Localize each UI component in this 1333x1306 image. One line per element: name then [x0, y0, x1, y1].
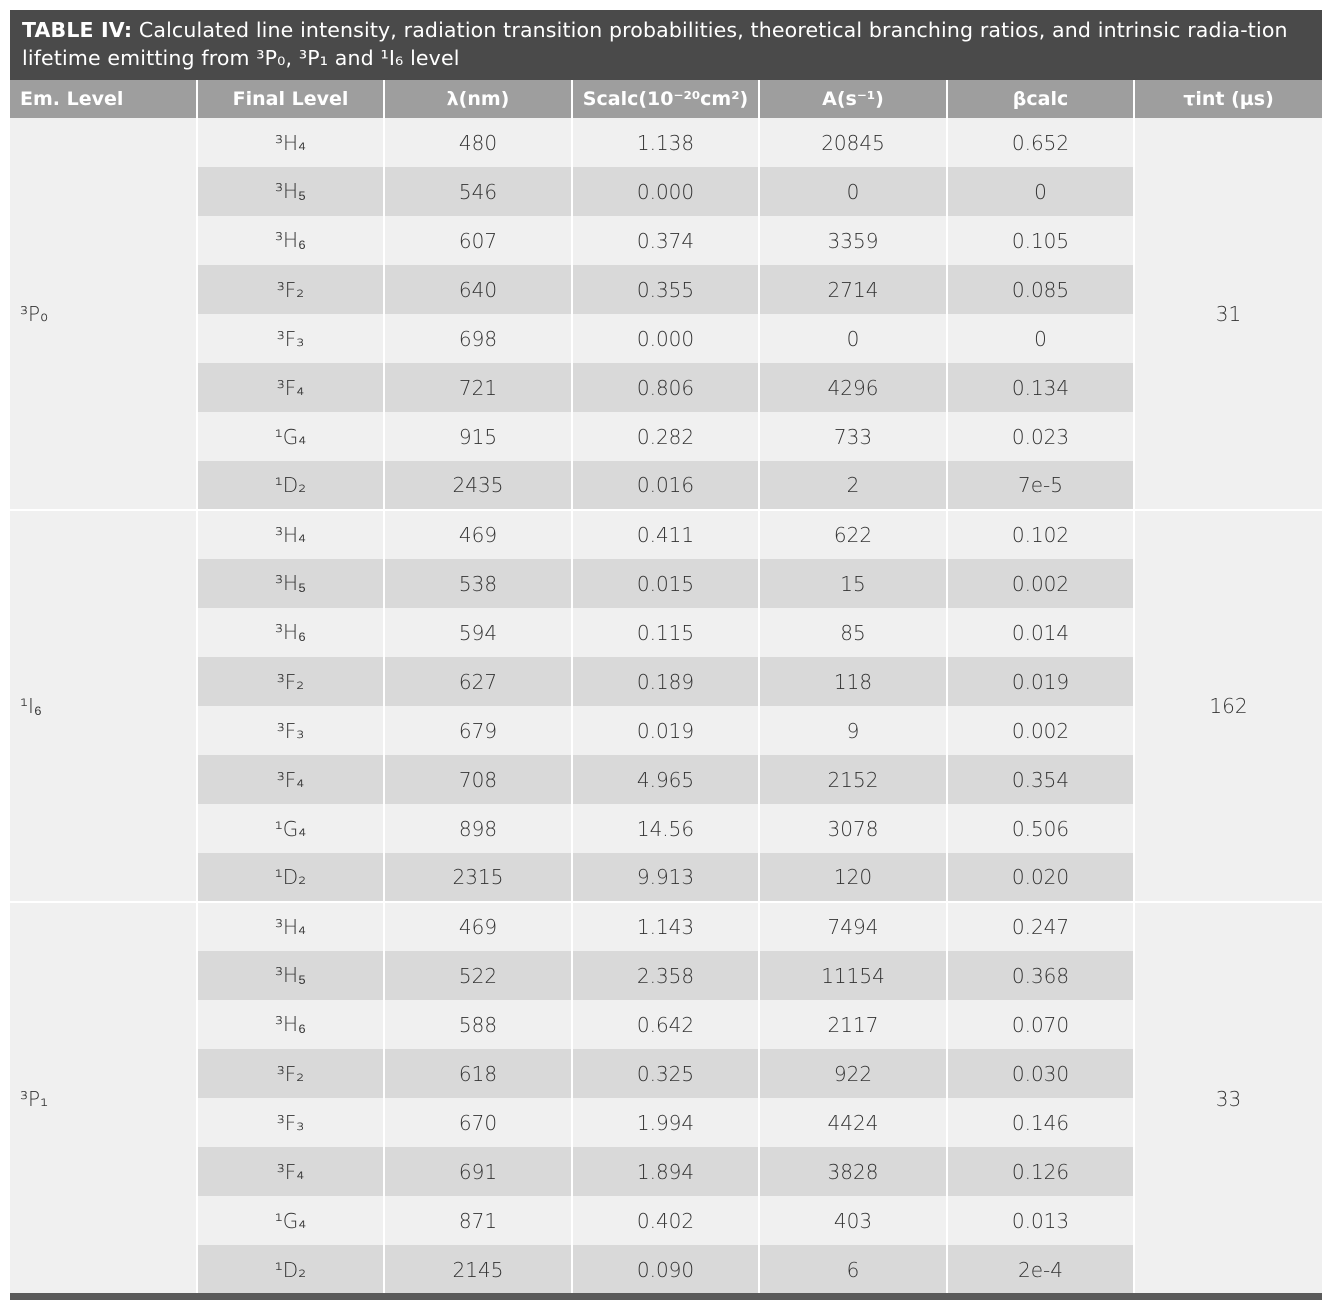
table-row — [10, 412, 1322, 461]
final-level-cell: ¹D₂ — [197, 461, 384, 510]
beta-calc-cell: 0 — [947, 167, 1134, 216]
lambda-cell: 480 — [384, 118, 572, 167]
final-level-cell: ¹D₂ — [197, 1245, 384, 1294]
table-row — [10, 265, 1322, 314]
lambda-cell: 522 — [384, 951, 572, 1000]
beta-calc-cell: 0.126 — [947, 1147, 1134, 1196]
a-cell: 20845 — [759, 118, 947, 167]
beta-calc-cell: 0.002 — [947, 706, 1134, 755]
s-calc-cell: 0.325 — [572, 1049, 759, 1098]
beta-calc-cell: 0.023 — [947, 412, 1134, 461]
a-cell: 11154 — [759, 951, 947, 1000]
lambda-cell: 469 — [384, 902, 572, 951]
lambda-cell: 2145 — [384, 1245, 572, 1294]
final-level-cell: ³F₃ — [197, 1098, 384, 1147]
s-calc-cell: 0.355 — [572, 265, 759, 314]
em-level-cell: ³P₁ — [10, 902, 197, 1294]
a-cell: 15 — [759, 559, 947, 608]
caption-text: Calculated line intensity, radiation transition probabilities, theoretical branching ratios, and intrinsic radia-tion lifetime emitting from ³P₀, ³P₁ and ¹I₆ level — [22, 18, 1288, 70]
beta-calc-cell: 0.134 — [947, 363, 1134, 412]
lambda-cell: 607 — [384, 216, 572, 265]
s-calc-cell: 0.000 — [572, 167, 759, 216]
s-calc-cell: 0.000 — [572, 314, 759, 363]
table-row — [10, 559, 1322, 608]
final-level-cell: ³F₄ — [197, 755, 384, 804]
table-row — [10, 167, 1322, 216]
s-calc-cell: 0.282 — [572, 412, 759, 461]
lambda-cell: 721 — [384, 363, 572, 412]
lambda-cell: 898 — [384, 804, 572, 853]
final-level-cell: ³F₃ — [197, 706, 384, 755]
a-cell: 2 — [759, 461, 947, 510]
table-row — [10, 1196, 1322, 1245]
final-level-cell: ³H₄ — [197, 118, 384, 167]
header-lambda: λ(nm) — [384, 80, 572, 118]
beta-calc-cell: 0.247 — [947, 902, 1134, 951]
table-row — [10, 510, 1322, 559]
lambda-cell: 871 — [384, 1196, 572, 1245]
a-cell: 922 — [759, 1049, 947, 1098]
beta-calc-cell: 7e-5 — [947, 461, 1134, 510]
lambda-cell: 2315 — [384, 853, 572, 902]
table-row — [10, 853, 1322, 902]
beta-calc-cell: 0.102 — [947, 510, 1134, 559]
header-tau-int: τint (µs) — [1134, 80, 1322, 118]
final-level-cell: ³F₄ — [197, 1147, 384, 1196]
data-table — [10, 80, 1322, 1294]
beta-calc-cell: 0.002 — [947, 559, 1134, 608]
final-level-cell: ³H₆ — [197, 1000, 384, 1049]
final-level-cell: ³F₄ — [197, 363, 384, 412]
s-calc-cell: 2.358 — [572, 951, 759, 1000]
a-cell: 4424 — [759, 1098, 947, 1147]
lambda-cell: 627 — [384, 657, 572, 706]
a-cell: 6 — [759, 1245, 947, 1294]
lambda-cell: 698 — [384, 314, 572, 363]
header-em-level: Em. Level — [10, 80, 197, 118]
beta-calc-cell: 0.019 — [947, 657, 1134, 706]
table-row — [10, 657, 1322, 706]
lambda-cell: 594 — [384, 608, 572, 657]
final-level-cell: ³F₂ — [197, 265, 384, 314]
final-level-cell: ¹G₄ — [197, 804, 384, 853]
table-row — [10, 755, 1322, 804]
lambda-cell: 546 — [384, 167, 572, 216]
lambda-cell: 679 — [384, 706, 572, 755]
table-row — [10, 608, 1322, 657]
a-cell: 4296 — [759, 363, 947, 412]
a-cell: 3078 — [759, 804, 947, 853]
header-final-level: Final Level — [197, 80, 384, 118]
table-row — [10, 1147, 1322, 1196]
final-level-cell: ³H₄ — [197, 902, 384, 951]
table-caption — [10, 10, 1322, 80]
lambda-cell: 2435 — [384, 461, 572, 510]
beta-calc-cell: 0.354 — [947, 755, 1134, 804]
final-level-cell: ³H₆ — [197, 216, 384, 265]
s-calc-cell: 9.913 — [572, 853, 759, 902]
a-cell: 3359 — [759, 216, 947, 265]
final-level-cell: ³F₂ — [197, 1049, 384, 1098]
s-calc-cell: 0.090 — [572, 1245, 759, 1294]
table-row — [10, 216, 1322, 265]
table-row — [10, 951, 1322, 1000]
header-a: A(s⁻¹) — [759, 80, 947, 118]
lambda-cell: 708 — [384, 755, 572, 804]
s-calc-cell: 14.56 — [572, 804, 759, 853]
table-row — [10, 706, 1322, 755]
beta-calc-cell: 0.506 — [947, 804, 1134, 853]
a-cell: 2117 — [759, 1000, 947, 1049]
lambda-cell: 640 — [384, 265, 572, 314]
tau-int-cell: 162 — [1134, 510, 1322, 902]
table-row — [10, 1098, 1322, 1147]
a-cell: 85 — [759, 608, 947, 657]
lambda-cell: 691 — [384, 1147, 572, 1196]
lambda-cell: 618 — [384, 1049, 572, 1098]
table-row — [10, 1049, 1322, 1098]
s-calc-cell: 1.894 — [572, 1147, 759, 1196]
lambda-cell: 670 — [384, 1098, 572, 1147]
beta-calc-cell: 0.070 — [947, 1000, 1134, 1049]
a-cell: 2152 — [759, 755, 947, 804]
a-cell: 7494 — [759, 902, 947, 951]
table-figure — [10, 10, 1322, 1294]
s-calc-cell: 0.189 — [572, 657, 759, 706]
table-row — [10, 1245, 1322, 1294]
s-calc-cell: 0.115 — [572, 608, 759, 657]
header-s-calc: Scalc(10⁻²⁰cm²) — [572, 80, 759, 118]
final-level-cell: ¹G₄ — [197, 412, 384, 461]
s-calc-cell: 0.019 — [572, 706, 759, 755]
beta-calc-cell: 2e-4 — [947, 1245, 1134, 1294]
s-calc-cell: 0.642 — [572, 1000, 759, 1049]
em-level-cell: ¹I₆ — [10, 510, 197, 902]
lambda-cell: 588 — [384, 1000, 572, 1049]
s-calc-cell: 0.411 — [572, 510, 759, 559]
s-calc-cell: 0.016 — [572, 461, 759, 510]
s-calc-cell: 0.374 — [572, 216, 759, 265]
beta-calc-cell: 0.146 — [947, 1098, 1134, 1147]
final-level-cell: ¹D₂ — [197, 853, 384, 902]
beta-calc-cell: 0.085 — [947, 265, 1134, 314]
a-cell: 622 — [759, 510, 947, 559]
s-calc-cell: 4.965 — [572, 755, 759, 804]
header-beta-calc: βcalc — [947, 80, 1134, 118]
lambda-cell: 538 — [384, 559, 572, 608]
tau-int-cell: 31 — [1134, 118, 1322, 510]
s-calc-cell: 0.015 — [572, 559, 759, 608]
a-cell: 403 — [759, 1196, 947, 1245]
a-cell: 120 — [759, 853, 947, 902]
a-cell: 733 — [759, 412, 947, 461]
table-row — [10, 461, 1322, 510]
final-level-cell: ³H₄ — [197, 510, 384, 559]
a-cell: 3828 — [759, 1147, 947, 1196]
final-level-cell: ¹G₄ — [197, 1196, 384, 1245]
a-cell: 118 — [759, 657, 947, 706]
beta-calc-cell: 0.020 — [947, 853, 1134, 902]
table-row — [10, 804, 1322, 853]
table-row — [10, 1000, 1322, 1049]
tau-int-cell: 33 — [1134, 902, 1322, 1294]
s-calc-cell: 0.402 — [572, 1196, 759, 1245]
final-level-cell: ³H₅ — [197, 167, 384, 216]
table-row — [10, 314, 1322, 363]
s-calc-cell: 1.143 — [572, 902, 759, 951]
em-level-cell: ³P₀ — [10, 118, 197, 510]
lambda-cell: 469 — [384, 510, 572, 559]
caption-label: TABLE IV: — [22, 18, 133, 42]
beta-calc-cell: 0.105 — [947, 216, 1134, 265]
table-row — [10, 363, 1322, 412]
final-level-cell: ³F₂ — [197, 657, 384, 706]
header-row — [10, 80, 1322, 118]
table-row — [10, 118, 1322, 167]
final-level-cell: ³H₅ — [197, 951, 384, 1000]
a-cell: 2714 — [759, 265, 947, 314]
beta-calc-cell: 0.368 — [947, 951, 1134, 1000]
s-calc-cell: 1.994 — [572, 1098, 759, 1147]
lambda-cell: 915 — [384, 412, 572, 461]
a-cell: 9 — [759, 706, 947, 755]
beta-calc-cell: 0.030 — [947, 1049, 1134, 1098]
a-cell: 0 — [759, 314, 947, 363]
beta-calc-cell: 0 — [947, 314, 1134, 363]
table-row — [10, 902, 1322, 951]
s-calc-cell: 0.806 — [572, 363, 759, 412]
bottom-rule — [10, 1293, 1322, 1300]
table-body — [10, 118, 1322, 1294]
a-cell: 0 — [759, 167, 947, 216]
beta-calc-cell: 0.013 — [947, 1196, 1134, 1245]
final-level-cell: ³F₃ — [197, 314, 384, 363]
final-level-cell: ³H₆ — [197, 608, 384, 657]
beta-calc-cell: 0.652 — [947, 118, 1134, 167]
beta-calc-cell: 0.014 — [947, 608, 1134, 657]
s-calc-cell: 1.138 — [572, 118, 759, 167]
final-level-cell: ³H₅ — [197, 559, 384, 608]
